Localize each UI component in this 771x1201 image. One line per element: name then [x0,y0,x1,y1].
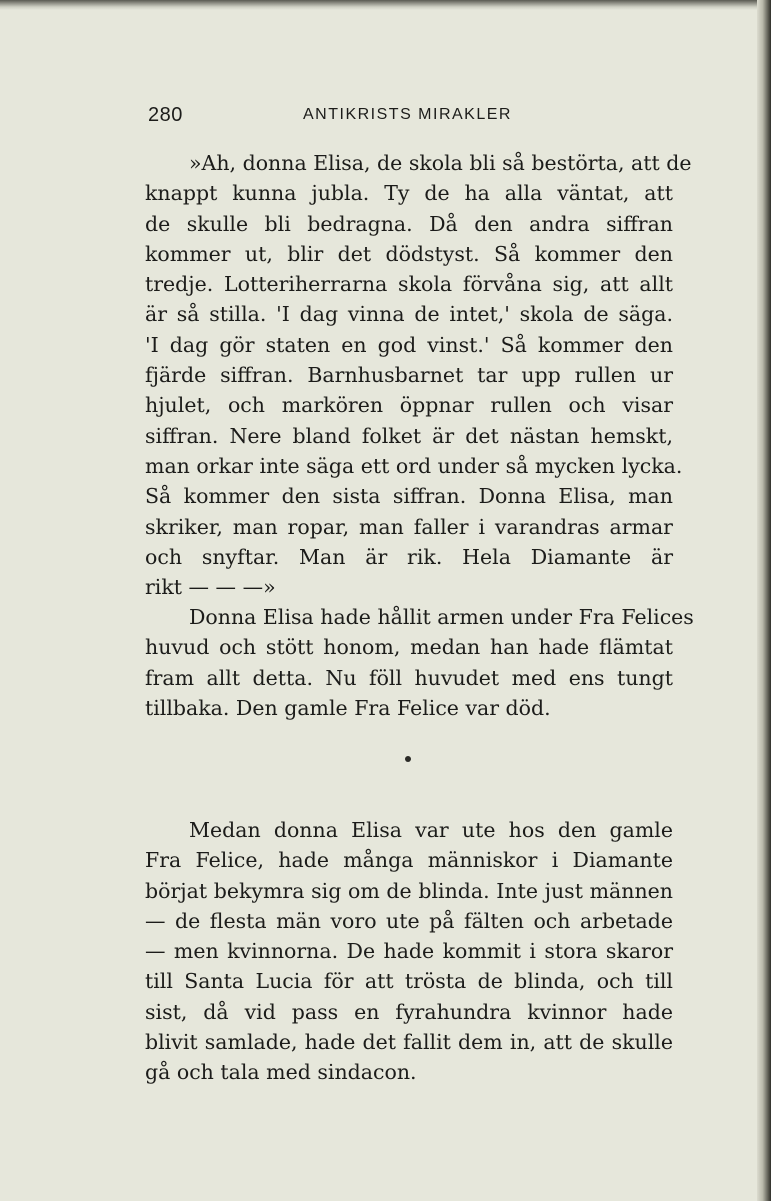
text-line: till Santa Lucia för att trösta de blinda, och till [145,969,673,994]
text-line: man orkar inte säga ett ord under så mycken lycka. [145,453,683,478]
text-line: Så kommer den sista siffran. Donna Elisa, man [145,484,673,509]
page-top-edge [0,0,771,10]
text-line: de skulle bli bedragna. Då den andra siffran [145,211,673,236]
paragraph-1 [145,148,692,602]
text-line: fram allt detta. Nu föll huvudet med ens tungt [145,665,673,690]
text-line: Medan donna Elisa var ute hos den gamle [189,818,673,842]
text-line: knappt kunna jubla. Ty de ha alla väntat, att [145,181,673,206]
text-line: siffran. Nere bland folket är det nästan hemskt, [145,423,673,448]
text-line: huvud och stött honom, medan han hade flämtat [145,635,673,660]
page-header [148,104,676,132]
text-line: skriker, man ropar, man faller i varandras armar [145,514,673,539]
text-line: hjulet, och markören öppnar rullen och visar [145,393,673,418]
text-line: tillbaka. Den gamle Fra Felice var död. [145,695,551,720]
paragraph-death [145,602,694,723]
text-line: börjat bekymra sig om de blinda. Inte just männen [145,878,673,903]
running-head: ANTIKRISTS MIRAKLER [303,106,512,123]
paragraph-dialogue [145,148,692,602]
text-line: »Ah, donna Elisa, de skola bli så bestörta, att de [189,151,692,175]
text-line: är så stilla. 'I dag vinna de intet,' skola de säga. [145,302,673,327]
text-line: gå och tala med sindacon. [145,1060,417,1085]
text-line: och snyftar. Man är rik. Hela Diamante är [145,544,673,569]
text-line: blivit samlade, hade det fallit dem in, att de skulle [145,1030,673,1055]
text-line: rikt — — —» [145,575,276,600]
section-separator-dot [405,756,411,762]
page-number: 280 [148,104,183,126]
text-line: — men kvinnorna. De hade kommit i stora skaror [145,939,673,964]
text-line: — de flesta män voro ute på fälten och arbetade [145,908,673,933]
text-line: fjärde siffran. Barnhusbarnet tar upp rullen ur [145,363,673,388]
paragraph-3 [145,815,673,1088]
text-line: 'I dag gör staten en god vinst.' Så kommer den [145,332,673,357]
paragraph-2 [145,602,694,723]
page-right-edge [757,0,771,1201]
text-line: sist, då vid pass en fyrahundra kvinnor hade [145,999,673,1024]
text-line: tredje. Lotteriherrarna skola förvåna sig, att allt [145,272,673,297]
text-line: kommer ut, blir det dödstyst. Så kommer den [145,241,673,266]
paragraph-women [145,815,673,1088]
text-line: Fra Felice, hade många människor i Diamante [145,848,673,873]
text-line: Donna Elisa hade hållit armen under Fra Felices [189,605,694,629]
